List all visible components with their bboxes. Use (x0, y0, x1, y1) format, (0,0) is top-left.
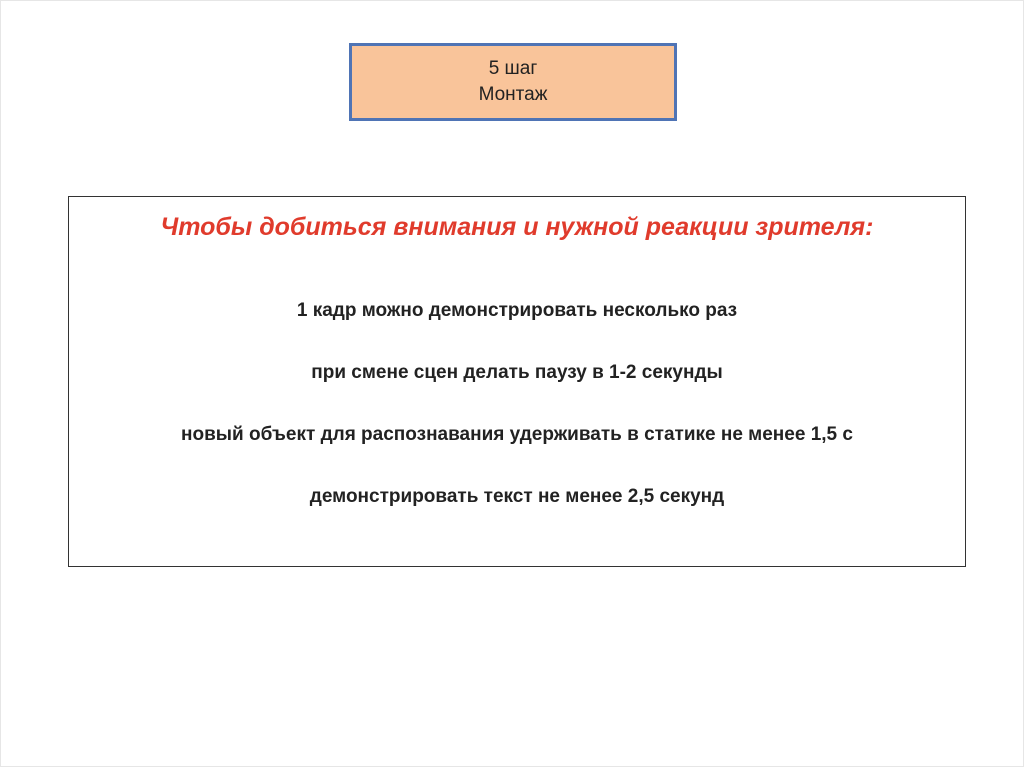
step-box (349, 43, 677, 121)
rules-list (69, 298, 965, 546)
content-heading: Чтобы добиться внимания и нужной реакции зрителя: (160, 213, 874, 241)
rule-item: новый объект для распознавания удерживать в статике не менее 1,5 с (181, 424, 853, 445)
content-box (68, 196, 966, 567)
step-number: 5 шаг (488, 58, 538, 79)
rule-item: при смене сцен делать паузу в 1-2 секунды (311, 362, 723, 383)
rule-item: 1 кадр можно демонстрировать несколько раз (296, 300, 738, 321)
step-title: Монтаж (478, 84, 548, 105)
rule-item: демонстрировать текст не менее 2,5 секунд (309, 486, 725, 507)
